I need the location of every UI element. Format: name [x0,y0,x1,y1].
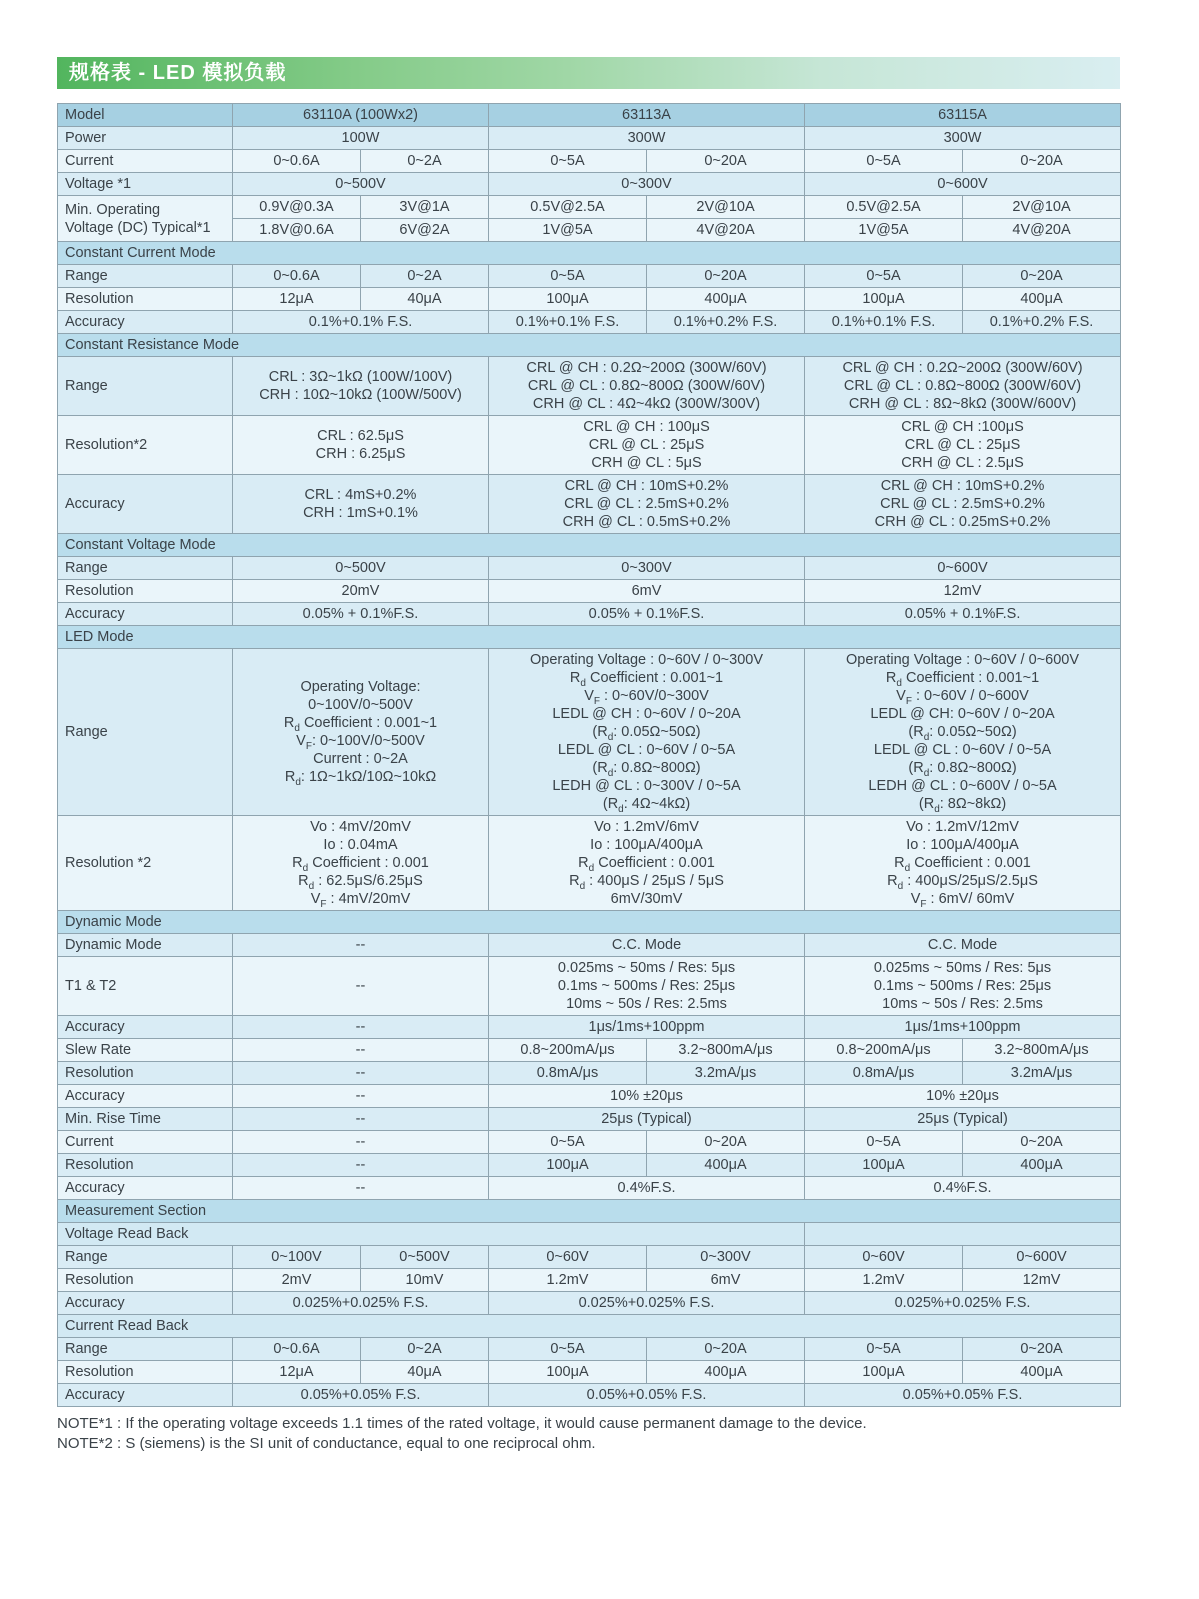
cell: CRL : 4mS+0.2% CRH : 1mS+0.1% [233,475,489,534]
cell: 0~60V [489,1246,647,1269]
cell: 0.05% + 0.1%F.S. [489,603,805,626]
cell: 100μA [489,288,647,311]
cell: 4V@20A [963,219,1121,242]
cell: 1μs/1ms+100ppm [805,1016,1121,1039]
cell: 12μA [233,288,361,311]
row-label: Range [58,1246,233,1269]
cell: Vo : 1.2mV/12mV Io : 100μA/400μA $R_d$ Coefficient : 0.001 $R_d$ : 400μS/25μS/2.5μS $V_F$ : 6mV/ 60mV [805,816,1121,911]
cell: 3V@1A [361,196,489,219]
row-label: Resolution [58,1269,233,1292]
row-label: Accuracy [58,1292,233,1315]
row-label: Accuracy [58,1384,233,1407]
cell [805,1223,1121,1246]
cell: 10mV [361,1269,489,1292]
cell: 0~0.6A [233,150,361,173]
table-row [58,934,1121,957]
cell: 0~20A [963,150,1121,173]
table-row [58,957,1121,1016]
row-label: Resolution *2 [58,816,233,911]
row-label: Min. Operating Voltage (DC) Typical*1 [58,196,233,242]
cell: 40μA [361,288,489,311]
row-label: Range [58,557,233,580]
table-row [58,127,1121,150]
cell: 0~500V [233,557,489,580]
cell: 25μs (Typical) [805,1108,1121,1131]
row-label: Current [58,1131,233,1154]
row-label: Current [58,150,233,173]
table-row [58,816,1121,911]
table-row [58,265,1121,288]
cell: 0.025ms ~ 50ms / Res: 5μs 0.1ms ~ 500ms / Res: 25μs 10ms ~ 50s / Res: 2.5ms [489,957,805,1016]
row-label: Range [58,649,233,816]
table-row [58,1200,1121,1223]
row-label: Model [58,104,233,127]
cell: Operating Voltage : 0~60V / 0~600V $R_d$ Coefficient : 0.001~1 $V_F$ : 0~60V / 0~600V LEDL @ CH: 0~60V / 0~20A ($R_d$: 0.05Ω~50Ω) LEDL @ CL : 0~60V / 0~5A ($R_d$: 0.8Ω~800Ω) LEDH @ CL : 0~600V / 0~5A ($R_d$: 8Ω~8kΩ) [805,649,1121,816]
cell: 6mV [647,1269,805,1292]
table-row [58,1085,1121,1108]
subsection-header: Current Read Back [58,1315,1121,1338]
cell: 12μA [233,1361,361,1384]
cell: 0.025%+0.025% F.S. [233,1292,489,1315]
cell: 1.2mV [489,1269,647,1292]
table-row [58,911,1121,934]
cell: 1V@5A [489,219,647,242]
cell: CRL @ CH : 0.2Ω~200Ω (300W/60V) CRL @ CL : 0.8Ω~800Ω (300W/60V) CRH @ CL : 8Ω~8kΩ (300W/600V) [805,357,1121,416]
cell: 3.2~800mA/μs [963,1039,1121,1062]
cell: 0.1%+0.2% F.S. [963,311,1121,334]
row-label: Range [58,1338,233,1361]
cell: 0~20A [963,265,1121,288]
model-name: 63110A (100Wx2) [233,104,489,127]
table-row [58,173,1121,196]
cell: 100μA [489,1361,647,1384]
cell: 100μA [489,1154,647,1177]
cell: C.C. Mode [489,934,805,957]
cell: 0~0.6A [233,265,361,288]
row-label: Resolution*2 [58,416,233,475]
cell: -- [233,1154,489,1177]
cell: 20mV [233,580,489,603]
cell: 0.5V@2.5A [805,196,963,219]
cell: 0~20A [647,265,805,288]
cell: 0~600V [963,1246,1121,1269]
cell: -- [233,1016,489,1039]
cell: 3.2~800mA/μs [647,1039,805,1062]
cell: 1.2mV [805,1269,963,1292]
row-label: Dynamic Mode [58,934,233,957]
table-row [58,311,1121,334]
cell: 100μA [805,288,963,311]
row-label: Resolution [58,1361,233,1384]
cell: 0~500V [361,1246,489,1269]
cell: 0~5A [805,265,963,288]
cell: 0.4%F.S. [489,1177,805,1200]
cell: 0.5V@2.5A [489,196,647,219]
row-label: Accuracy [58,311,233,334]
cell: 6V@2A [361,219,489,242]
cell: 400μA [647,1154,805,1177]
cell: 400μA [963,1154,1121,1177]
cell: 1.8V@0.6A [233,219,361,242]
row-label: Accuracy [58,1177,233,1200]
cell: 0~500V [233,173,489,196]
table-row [58,150,1121,173]
cell: Vo : 4mV/20mV Io : 0.04mA $R_d$ Coefficient : 0.001 $R_d$ : 62.5μS/6.25μS $V_F$ : 4mV/20mV [233,816,489,911]
cell: 0.4%F.S. [805,1177,1121,1200]
cell: 0~600V [805,173,1121,196]
table-row [58,557,1121,580]
row-label: Range [58,265,233,288]
note-line: NOTE*1 : If the operating voltage exceeds 1.1 times of the rated voltage, it would cause permanent damage to the device. [57,1415,867,1432]
table-row [58,242,1121,265]
cell: 0~5A [489,150,647,173]
cell: 0.05%+0.05% F.S. [233,1384,489,1407]
cell: -- [233,1039,489,1062]
table-row [58,626,1121,649]
cell: 0~300V [489,173,805,196]
cell: 0.9V@0.3A [233,196,361,219]
cell: 0~5A [489,1338,647,1361]
table-row [58,1338,1121,1361]
row-label: Min. Rise Time [58,1108,233,1131]
cell: 6mV [489,580,805,603]
cell: 400μA [963,288,1121,311]
cell: 400μA [647,1361,805,1384]
row-label: Accuracy [58,1085,233,1108]
section-header: Constant Resistance Mode [58,334,1121,357]
cell: 0.1%+0.2% F.S. [647,311,805,334]
cell: 10% ±20μs [805,1085,1121,1108]
cell: -- [233,1131,489,1154]
table-row [58,1108,1121,1131]
cell: C.C. Mode [805,934,1121,957]
cell: 0~2A [361,1338,489,1361]
cell: 0.8~200mA/μs [489,1039,647,1062]
cell: 0~5A [805,1131,963,1154]
cell: 10% ±20μs [489,1085,805,1108]
row-label: Resolution [58,1154,233,1177]
cell: CRL @ CH :100μS CRL @ CL : 25μS CRH @ CL : 2.5μS [805,416,1121,475]
table-row [58,1384,1121,1407]
table-row [58,1292,1121,1315]
cell: -- [233,1177,489,1200]
table-row [58,1246,1121,1269]
model-name: 63113A [489,104,805,127]
cell: 0.8~200mA/μs [805,1039,963,1062]
note-line: NOTE*2 : S (siemens) is the SI unit of conductance, equal to one reciprocal ohm. [57,1435,596,1452]
table-row [58,334,1121,357]
table-row [58,416,1121,475]
cell: 2mV [233,1269,361,1292]
cell: 0~5A [489,265,647,288]
table-row [58,580,1121,603]
cell: 2V@10A [963,196,1121,219]
cell: 300W [805,127,1121,150]
cell: 0~300V [489,557,805,580]
cell: 0.05%+0.05% F.S. [805,1384,1121,1407]
cell: 0.8mA/μs [805,1062,963,1085]
cell: Operating Voltage: 0~100V/0~500V $R_d$ Coefficient : 0.001~1 $V_F$: 0~100V/0~500V Current : 0~2A $R_d$: 1Ω~1kΩ/10Ω~10kΩ [233,649,489,816]
cell: CRL @ CH : 10mS+0.2% CRL @ CL : 2.5mS+0.2% CRH @ CL : 0.25mS+0.2% [805,475,1121,534]
table-row [58,1016,1121,1039]
cell: 0~20A [647,150,805,173]
table-row [58,1223,1121,1246]
cell: -- [233,957,489,1016]
spec-sheet [57,57,1120,1454]
cell: 0~20A [963,1131,1121,1154]
section-header: Measurement Section [58,1200,1121,1223]
section-header: Dynamic Mode [58,911,1121,934]
table-row [58,288,1121,311]
cell: 0.05% + 0.1%F.S. [233,603,489,626]
cell: -- [233,1085,489,1108]
row-label: Resolution [58,580,233,603]
table-row [58,1062,1121,1085]
cell: 3.2mA/μs [963,1062,1121,1085]
table-row [58,357,1121,416]
cell: -- [233,1062,489,1085]
row-label: Range [58,357,233,416]
model-name: 63115A [805,104,1121,127]
cell: 100μA [805,1361,963,1384]
row-label: Resolution [58,1062,233,1085]
cell: 0~20A [647,1338,805,1361]
cell: 0~20A [963,1338,1121,1361]
cell: 40μA [361,1361,489,1384]
cell: 400μA [647,288,805,311]
cell: 25μs (Typical) [489,1108,805,1131]
cell: 0.1%+0.1% F.S. [805,311,963,334]
table-row [58,1361,1121,1384]
cell: 0.1%+0.1% F.S. [233,311,489,334]
cell: 0~5A [489,1131,647,1154]
row-label: Voltage *1 [58,173,233,196]
cell: 0.025%+0.025% F.S. [489,1292,805,1315]
cell: 0~20A [647,1131,805,1154]
cell: CRL @ CH : 0.2Ω~200Ω (300W/60V) CRL @ CL : 0.8Ω~800Ω (300W/60V) CRH @ CL : 4Ω~4kΩ (300W/300V) [489,357,805,416]
spec-table [57,103,1121,1407]
table-row [58,1039,1121,1062]
cell: 0~5A [805,150,963,173]
cell: CRL @ CH : 10mS+0.2% CRL @ CL : 2.5mS+0.2% CRH @ CL : 0.5mS+0.2% [489,475,805,534]
cell: 1V@5A [805,219,963,242]
table-row [58,603,1121,626]
cell: 0.8mA/μs [489,1062,647,1085]
row-label: Slew Rate [58,1039,233,1062]
cell: 12mV [805,580,1121,603]
table-row [58,1177,1121,1200]
cell: 0~600V [805,557,1121,580]
spec-table-body [58,104,1121,1407]
row-label: Power [58,127,233,150]
section-header: LED Mode [58,626,1121,649]
cell: CRL : 62.5μS CRH : 6.25μS [233,416,489,475]
cell: 300W [489,127,805,150]
cell: -- [233,934,489,957]
cell: 0.05%+0.05% F.S. [489,1384,805,1407]
cell: CRL : 3Ω~1kΩ (100W/100V) CRH : 10Ω~10kΩ (100W/500V) [233,357,489,416]
table-row [58,1131,1121,1154]
row-label: Resolution [58,288,233,311]
cell: 0~300V [647,1246,805,1269]
row-label: T1 & T2 [58,957,233,1016]
cell: 0~2A [361,265,489,288]
cell: -- [233,1108,489,1131]
table-row [58,196,1121,219]
table-row [58,534,1121,557]
cell: Operating Voltage : 0~60V / 0~300V $R_d$ Coefficient : 0.001~1 $V_F$ : 0~60V/0~300V LEDL @ CH : 0~60V / 0~20A ($R_d$: 0.05Ω~50Ω) LEDL @ CL : 0~60V / 0~5A ($R_d$: 0.8Ω~800Ω) LEDH @ CL : 0~300V / 0~5A ($R_d$: 4Ω~4kΩ) [489,649,805,816]
cell: 0.025%+0.025% F.S. [805,1292,1121,1315]
cell: Vo : 1.2mV/6mV Io : 100μA/400μA $R_d$ Coefficient : 0.001 $R_d$ : 400μS / 25μS / 5μS 6mV/30mV [489,816,805,911]
cell: CRL @ CH : 100μS CRL @ CL : 25μS CRH @ CL : 5μS [489,416,805,475]
cell: 0~60V [805,1246,963,1269]
cell: 400μA [963,1361,1121,1384]
cell: 3.2mA/μs [647,1062,805,1085]
cell: 1μs/1ms+100ppm [489,1016,805,1039]
cell: 0.025ms ~ 50ms / Res: 5μs 0.1ms ~ 500ms / Res: 25μs 10ms ~ 50s / Res: 2.5ms [805,957,1121,1016]
cell: 100W [233,127,489,150]
cell: 0~5A [805,1338,963,1361]
section-header: Constant Current Mode [58,242,1121,265]
cell: 100μA [805,1154,963,1177]
cell: 0~2A [361,150,489,173]
cell: 0.05% + 0.1%F.S. [805,603,1121,626]
cell: 0~100V [233,1246,361,1269]
cell: 0.1%+0.1% F.S. [489,311,647,334]
table-row [58,649,1121,816]
table-row [58,104,1121,127]
cell: 2V@10A [647,196,805,219]
notes [57,1414,1120,1454]
row-label: Accuracy [58,1016,233,1039]
cell: 12mV [963,1269,1121,1292]
table-row [58,475,1121,534]
table-row [58,1315,1121,1338]
row-label: Accuracy [58,603,233,626]
table-row [58,1269,1121,1292]
table-row [58,1154,1121,1177]
cell: 0~0.6A [233,1338,361,1361]
cell: 4V@20A [647,219,805,242]
row-label: Accuracy [58,475,233,534]
page-title: 规格表 - LED 模拟负载 [57,57,1120,89]
subsection-header: Voltage Read Back [58,1223,805,1246]
section-header: Constant Voltage Mode [58,534,1121,557]
